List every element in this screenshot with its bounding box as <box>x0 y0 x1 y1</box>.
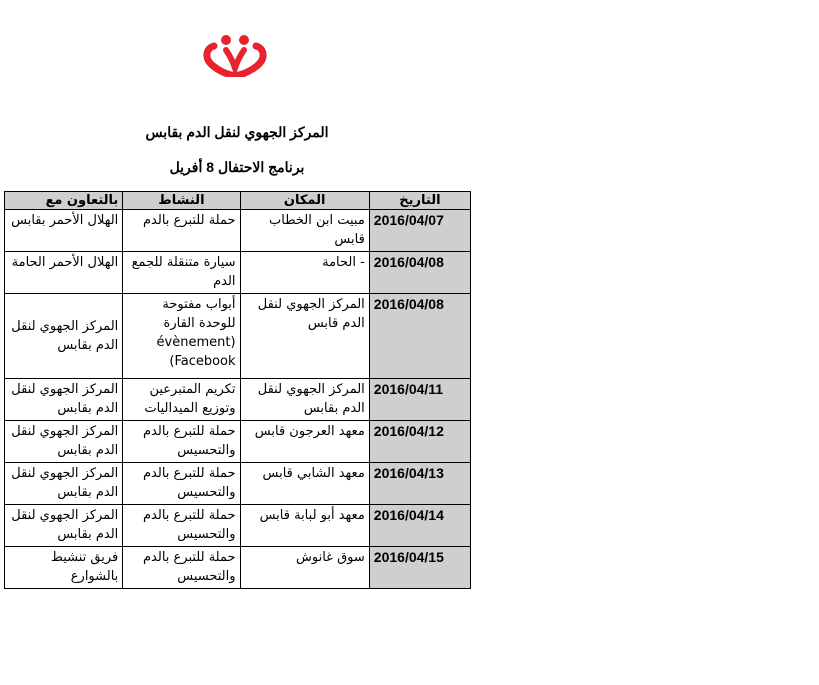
cell-activity: حملة للتبرع بالدم والتحسيس <box>123 547 240 589</box>
cell-partner: الهلال الأحمر بقابس <box>5 210 123 252</box>
cell-place: مبيت ابن الخطاب قابس <box>240 210 369 252</box>
cell-partner: المركز الجهوي لنقل الدم بقابس <box>5 379 123 421</box>
table-header-row <box>5 192 471 210</box>
cell-activity: تكريم المتبرعين وتوزيع الميداليات <box>123 379 240 421</box>
cell-partner: المركز الجهوي لنقل الدم بقابس <box>5 421 123 463</box>
table-row <box>5 379 471 421</box>
cell-date: 2016/04/11 <box>369 379 470 421</box>
table-row <box>5 252 471 294</box>
document-title: المركز الجهوي لنقل الدم بقابس <box>145 124 329 140</box>
cell-activity: حملة للتبرع بالدم والتحسيس <box>123 421 240 463</box>
cell-date: 2016/04/12 <box>369 421 470 463</box>
table-row <box>5 421 471 463</box>
cell-place: المركز الجهوي لنقل الدم قابس <box>240 294 369 379</box>
cell-date: 2016/04/15 <box>369 547 470 589</box>
cell-date: 2016/04/07 <box>369 210 470 252</box>
cell-partner: المركز الجهوي لنقل الدم بقابس <box>5 294 123 379</box>
cell-partner: فريق تنشيط بالشوارع <box>5 547 123 589</box>
cell-activity: سيارة متنقلة للجمع الدم <box>123 252 240 294</box>
cell-place: معهد الشابي قابس <box>240 463 369 505</box>
cell-date: 2016/04/14 <box>369 505 470 547</box>
column-header-partner: بالتعاون مع <box>5 192 123 210</box>
table-row <box>5 210 471 252</box>
cell-place: معهد أبو لبابة قابس <box>240 505 369 547</box>
cell-partner: المركز الجهوي لنقل الدم بقابس <box>5 463 123 505</box>
cell-date: 2016/04/13 <box>369 463 470 505</box>
column-header-activity: النشاط <box>123 192 240 210</box>
document-subtitle: برنامج الاحتفال 8 أفريل <box>169 159 305 175</box>
red-heart-logo-icon <box>200 32 270 77</box>
cell-place: سوق غانوش <box>240 547 369 589</box>
schedule-table <box>4 191 471 589</box>
column-header-place: المكان <box>240 192 369 210</box>
cell-partner: المركز الجهوي لنقل الدم بقابس <box>5 505 123 547</box>
cell-place: معهد العرجون قابس <box>240 421 369 463</box>
cell-activity: أبواب مفتوحة للوحدة القارة (évènement Facebook) <box>123 294 240 379</box>
cell-place: المركز الجهوي لنقل الدم بقابس <box>240 379 369 421</box>
table-row <box>5 294 471 379</box>
table-row <box>5 547 471 589</box>
cell-place: - الحامة <box>240 252 369 294</box>
table-row <box>5 463 471 505</box>
column-header-date: التاريخ <box>369 192 470 210</box>
cell-activity: حملة للتبرع بالدم والتحسيس <box>123 463 240 505</box>
cell-date: 2016/04/08 <box>369 294 470 379</box>
cell-date: 2016/04/08 <box>369 252 470 294</box>
cell-activity: حملة للتبرع بالدم <box>123 210 240 252</box>
cell-partner: الهلال الأحمر الحامة <box>5 252 123 294</box>
table-row <box>5 505 471 547</box>
cell-activity: حملة للتبرع بالدم والتحسيس <box>123 505 240 547</box>
